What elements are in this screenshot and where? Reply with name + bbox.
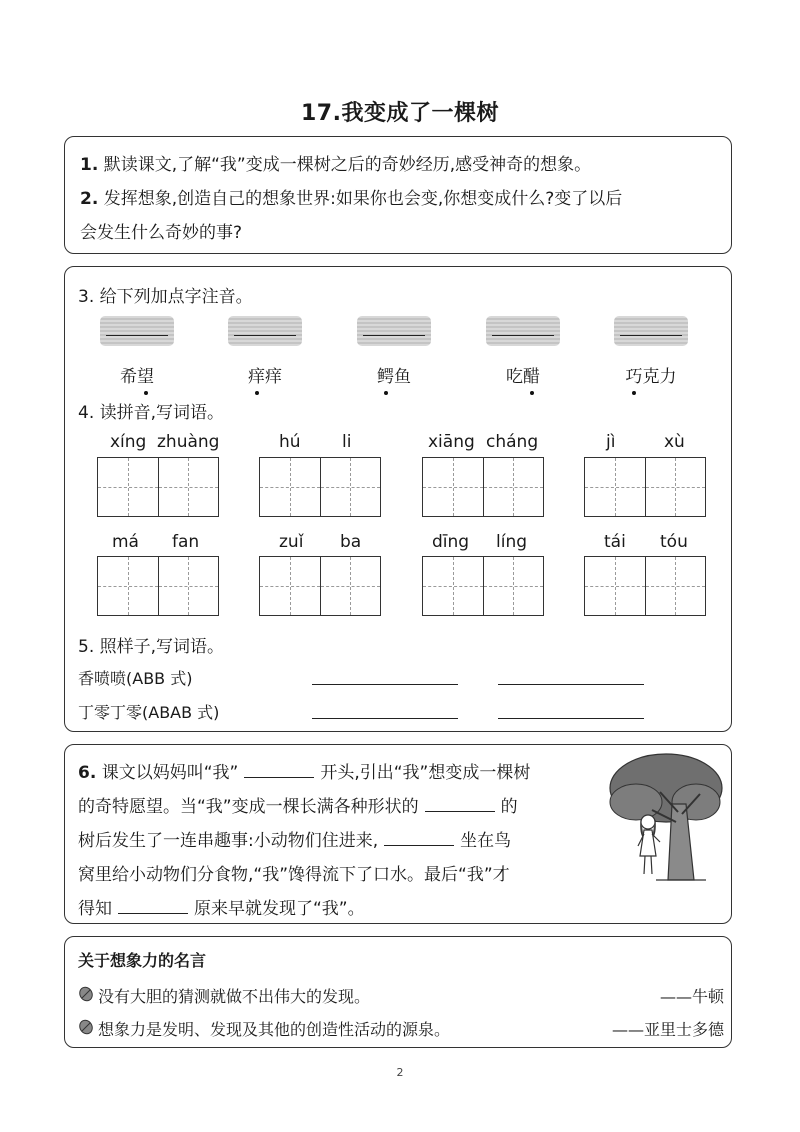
fill-blank[interactable] bbox=[244, 763, 314, 778]
pinyin: hú bbox=[279, 432, 301, 452]
pinyin: má bbox=[112, 532, 139, 552]
word-qiaokeli: 巧克力 bbox=[606, 362, 696, 387]
writing-grid[interactable] bbox=[584, 457, 706, 517]
word-chicu: 吃醋 bbox=[486, 362, 560, 387]
pinyin: zhuàng bbox=[157, 432, 220, 452]
pinyin: zuǐ bbox=[279, 532, 304, 552]
answer-line[interactable] bbox=[312, 718, 458, 719]
pinyin-answer-box[interactable] bbox=[228, 316, 302, 346]
q3-prompt: 3. 给下列加点字注音。 bbox=[78, 287, 253, 307]
pinyin: xíng bbox=[110, 432, 147, 452]
q6-line-5: 得知 原来早就发现了“我”。 bbox=[78, 899, 365, 919]
pinyin-answer-box[interactable] bbox=[100, 316, 174, 346]
quote-author: ——亚里士多德 bbox=[611, 1020, 724, 1039]
pinyin: fan bbox=[172, 532, 200, 552]
answer-line[interactable] bbox=[498, 718, 644, 719]
writing-grid[interactable] bbox=[422, 457, 544, 517]
writing-grid[interactable] bbox=[422, 556, 544, 616]
pinyin: cháng bbox=[486, 432, 539, 452]
quote-text: 没有大胆的猜测就做不出伟大的发现。 bbox=[98, 987, 371, 1006]
pinyin: jì bbox=[606, 432, 616, 452]
answer-line[interactable] bbox=[312, 684, 458, 685]
leaf-icon bbox=[78, 1019, 94, 1035]
q4-prompt: 4. 读拼音,写词语。 bbox=[78, 403, 225, 423]
pinyin: xiāng bbox=[428, 432, 475, 452]
q6-line-4: 窝里给小动物们分食物,“我”馋得流下了口水。最后“我”才 bbox=[78, 865, 510, 885]
goal-1: 1. 默读课文,了解“我”变成一棵树之后的奇妙经历,感受神奇的想象。 bbox=[80, 155, 592, 175]
page-number: 2 bbox=[396, 1066, 404, 1079]
goal-2-cont: 会发生什么奇妙的事? bbox=[80, 223, 243, 243]
quotes-title: 关于想象力的名言 bbox=[78, 951, 207, 970]
q6-line-3: 树后发生了一连串趣事:小动物们住进来, 坐在鸟 bbox=[78, 831, 512, 851]
writing-grid[interactable] bbox=[584, 556, 706, 616]
pinyin-answer-box[interactable] bbox=[614, 316, 688, 346]
q5-example-abb: 香喷喷(ABB 式) bbox=[78, 669, 193, 688]
tree-girl-illustration bbox=[596, 752, 724, 884]
answer-line[interactable] bbox=[498, 684, 644, 685]
pinyin: xù bbox=[664, 432, 685, 452]
pinyin: tái bbox=[604, 532, 626, 552]
page-title: 17.我变成了一棵树 bbox=[301, 101, 499, 126]
q5-example-abab: 丁零丁零(ABAB 式) bbox=[78, 703, 220, 722]
fill-blank[interactable] bbox=[384, 831, 454, 846]
writing-grid[interactable] bbox=[259, 556, 381, 616]
pinyin-answer-box[interactable] bbox=[486, 316, 560, 346]
word-xiwang: 希望 bbox=[100, 362, 174, 387]
fill-blank[interactable] bbox=[118, 899, 188, 914]
q6-line-2: 的奇特愿望。当“我”变成一棵长满各种形状的 的 bbox=[78, 797, 518, 817]
pinyin: li bbox=[342, 432, 352, 452]
q5-prompt: 5. 照样子,写词语。 bbox=[78, 637, 225, 657]
pinyin: ba bbox=[340, 532, 362, 552]
word-yangyang: 痒痒 bbox=[228, 362, 302, 387]
quote-author: ——牛顿 bbox=[659, 987, 724, 1006]
goal-2: 2. 发挥想象,创造自己的想象世界:如果你也会变,你想变成什么?变了以后 bbox=[80, 189, 623, 209]
writing-grid[interactable] bbox=[97, 457, 219, 517]
pinyin-answer-box[interactable] bbox=[357, 316, 431, 346]
word-eyu: 鳄鱼 bbox=[357, 362, 431, 387]
fill-blank[interactable] bbox=[425, 797, 495, 812]
writing-grid[interactable] bbox=[97, 556, 219, 616]
writing-grid[interactable] bbox=[259, 457, 381, 517]
pinyin: tóu bbox=[660, 532, 688, 552]
q6-line-1: 6. 课文以妈妈叫“我” 开头,引出“我”想变成一棵树 bbox=[78, 763, 531, 783]
pinyin: dīng bbox=[432, 532, 470, 552]
quote-text: 想象力是发明、发现及其他的创造性活动的源泉。 bbox=[98, 1020, 451, 1039]
pinyin: líng bbox=[496, 532, 528, 552]
leaf-icon bbox=[78, 986, 94, 1002]
